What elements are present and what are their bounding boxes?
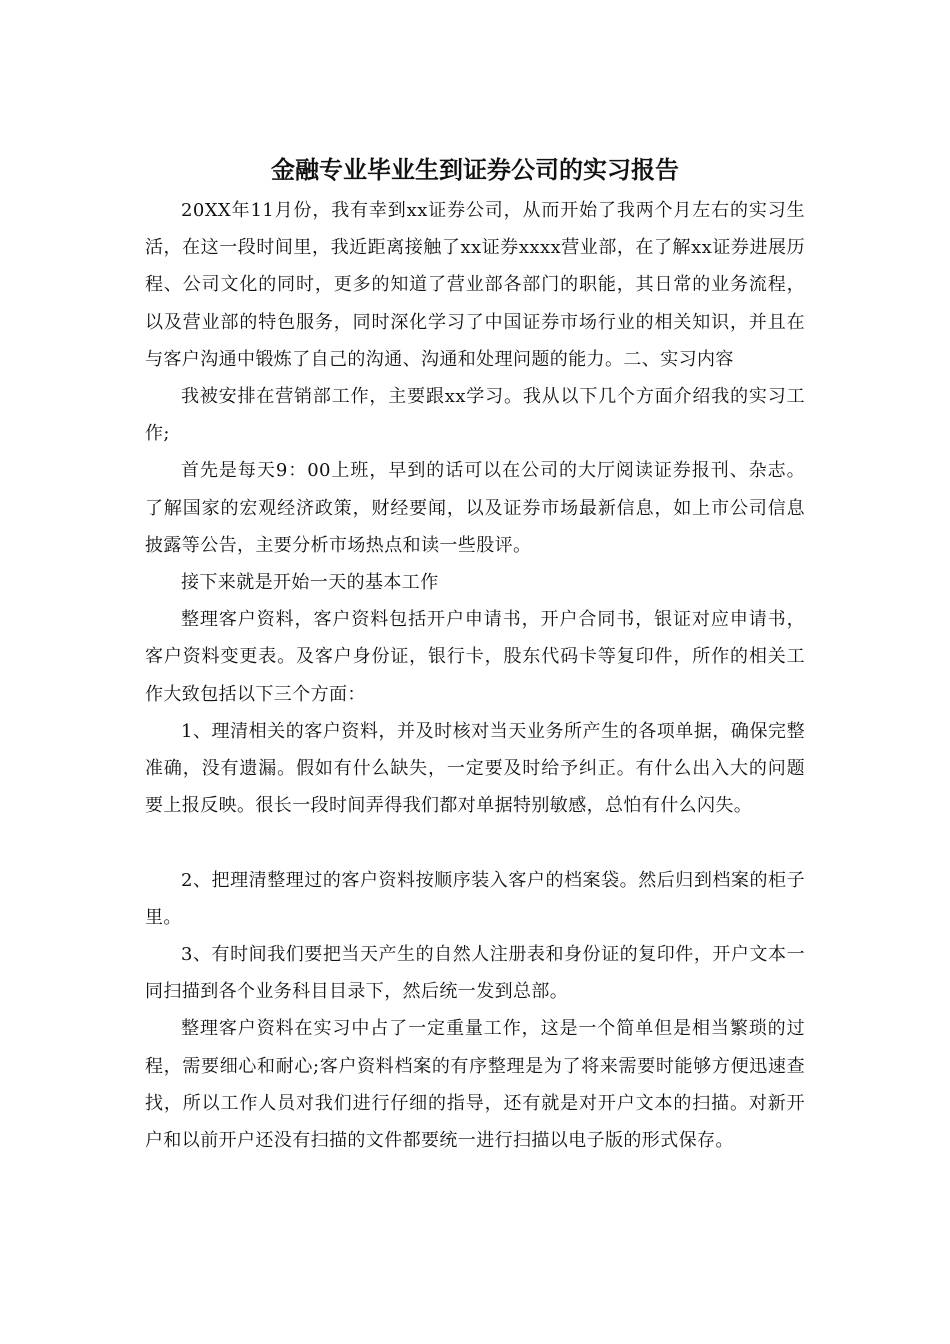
paragraph-client-files: 整理客户资料，客户资料包括开户申请书，开户合同书，银证对应申请书，客户资料变更表。及客户身份证，银行卡，股东代码卡等复印件，所作的相关工作大致包括以下三个方面： <box>145 609 805 705</box>
paragraph-summary: 整理客户资料在实习中占了一定重量工作，这是一个简单但是相当繁琐的过程，需要细心和耐心;客户资料档案的有序整理是为了将来需要时能够方便迅速查找，所以工作人员对我们进行仔细的指导，还有就是对开户文本的扫描。对新开户和以前开户还没有扫描的文件都要统一进行扫描以电子版的形式保存。 <box>145 1018 805 1152</box>
paragraph-item-1: 1、理清相关的客户资料，并及时核对当天业务所产生的各项单据，确保完整准确，没有遗漏。假如有什么缺失，一定要及时给予纠正。有什么出入大的问题要上报反映。很长一段时间弄得我们都对单据特别敏感，总怕有什么闪失。 <box>145 720 805 817</box>
paragraph-morning-routine: 首先是每天9：00上班，早到的话可以在公司的大厅阅读证券报刊、杂志。了解国家的宏观经济政策，财经要闻，以及证券市场最新信息，如上市公司信息披露等公告，主要分析市场热点和读一些股评。 <box>145 460 805 556</box>
paragraph-intro: 20XX年11月份，我有幸到xx证券公司，从而开始了我两个月左右的实习生活，在这一段时间里，我近距离接触了xx证券xxxx营业部，在了解xx证券进展历程、公司文化的同时，更多的知道了营业部各部门的职能，其日常的业务流程，以及营业部的特色服务，同时深化学习了中国证券市场行业的相关知识，并且在与客户沟通中锻炼了自己的沟通、沟通和处理问题的能力。二、实习内容 <box>145 200 805 370</box>
paragraph-item-3: 3、有时间我们要把当天产生的自然人注册表和身份证的复印件，开户文本一同扫描到各个业务科目目录下，然后统一发到总部。 <box>145 944 805 1003</box>
document-title: 金融专业毕业生到证券公司的实习报告 <box>271 156 679 184</box>
paragraph-item-2: 2、把理清整理过的客户资料按顺序装入客户的档案袋。然后归到档案的柜子里。 <box>145 869 805 928</box>
paragraph-basic-work: 接下来就是开始一天的基本工作 <box>181 572 439 594</box>
paragraph-assignment: 我被安排在营销部工作，主要跟xx学习。我从以下几个方面介绍我的实习工作; <box>145 386 805 445</box>
document-body <box>145 192 805 1159</box>
paragraph-spacer <box>145 824 805 861</box>
